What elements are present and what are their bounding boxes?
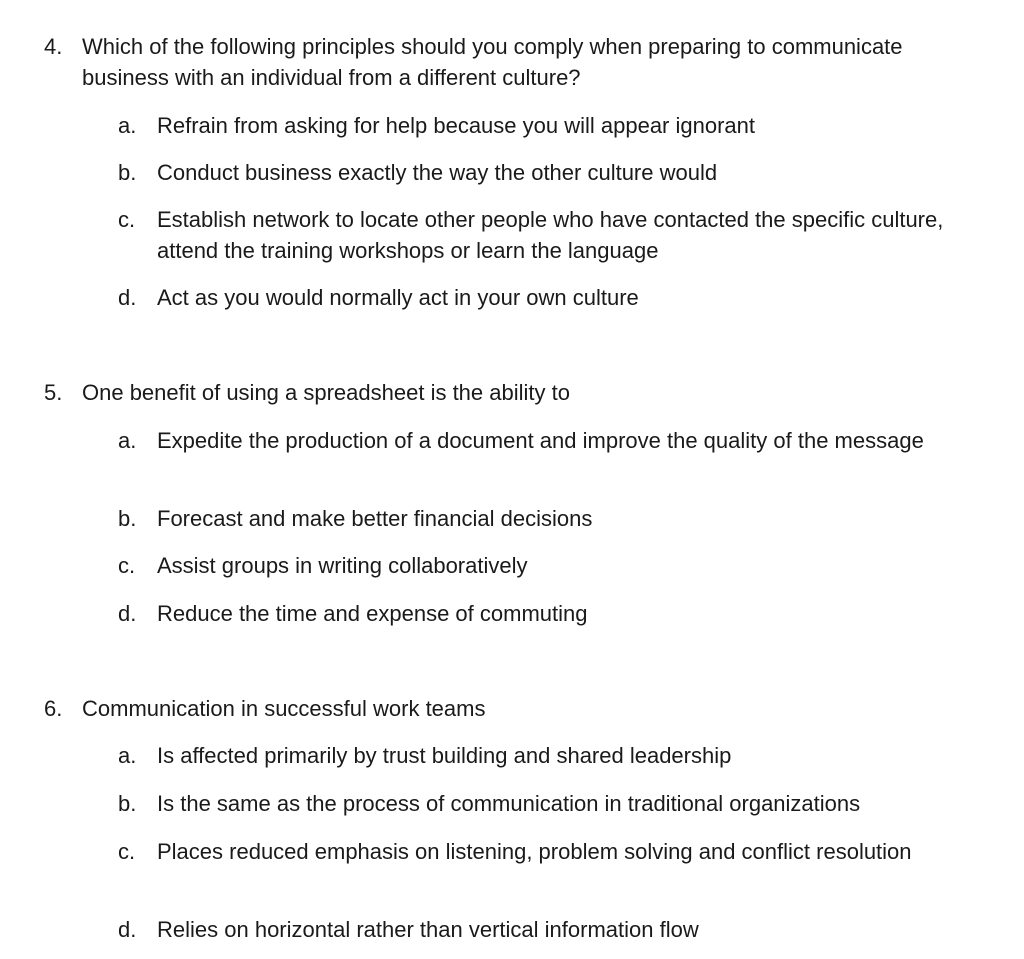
- question-4-option-b: [0, 157, 1024, 188]
- answer-option: [0, 157, 987, 188]
- option-text: Establish network to locate other people who have contacted the specific culture, attend the training workshops or learn the language: [157, 207, 944, 263]
- question-text: One benefit of using a spreadsheet is the ability to: [82, 380, 570, 405]
- question-6-option-c: [0, 836, 1024, 867]
- answer-option: [0, 740, 987, 771]
- option-text: Refrain from asking for help because you will appear ignorant: [157, 113, 755, 138]
- question-5: [0, 377, 1024, 408]
- option-text: Conduct business exactly the way the other culture would: [157, 160, 718, 185]
- option-text: Is affected primarily by trust building and shared leadership: [157, 743, 732, 768]
- answer-option: [0, 503, 987, 534]
- question-number: 4.: [44, 34, 63, 59]
- option-letter: a.: [118, 428, 137, 453]
- question-5-option-a: [0, 425, 1024, 456]
- option-text: Places reduced emphasis on listening, problem solving and conflict resolution: [157, 839, 912, 864]
- answer-option: [0, 788, 987, 819]
- answer-option: [0, 598, 987, 629]
- option-letter: c.: [118, 839, 136, 864]
- option-text: Relies on horizontal rather than vertical information flow: [157, 917, 699, 942]
- answer-option: [0, 914, 987, 945]
- option-letter: c.: [118, 207, 136, 232]
- question-stem: [0, 31, 962, 93]
- option-text: Forecast and make better financial decisions: [157, 506, 593, 531]
- answer-option: [0, 425, 987, 456]
- question-5-option-c: [0, 550, 1024, 581]
- answer-option: [0, 282, 987, 313]
- question-6: [0, 693, 1024, 724]
- option-letter: a.: [118, 113, 137, 138]
- option-letter: a.: [118, 743, 137, 768]
- answer-option: [0, 550, 987, 581]
- question-4-option-c: [0, 204, 1024, 266]
- question-6-option-b: [0, 788, 1024, 819]
- question-4: [0, 31, 1024, 93]
- question-text: Which of the following principles should you comply when preparing to communicate business with an individual from a different culture?: [82, 34, 903, 90]
- option-letter: d.: [118, 601, 137, 626]
- question-4-option-a: [0, 110, 1024, 141]
- question-6-option-d: [0, 914, 1024, 945]
- option-text: Assist groups in writing collaboratively: [157, 553, 528, 578]
- question-5-option-b: [0, 503, 1024, 534]
- question-stem: [0, 693, 962, 724]
- option-letter: c.: [118, 553, 136, 578]
- option-text: Reduce the time and expense of commuting: [157, 601, 588, 626]
- answer-option: [0, 836, 987, 867]
- option-letter: b.: [118, 791, 137, 816]
- question-4-option-d: [0, 282, 1024, 313]
- question-number: 6.: [44, 696, 63, 721]
- question-stem: [0, 377, 962, 408]
- answer-option: [0, 204, 987, 266]
- option-letter: b.: [118, 160, 137, 185]
- question-number: 5.: [44, 380, 63, 405]
- option-letter: d.: [118, 917, 137, 942]
- question-text: Communication in successful work teams: [82, 696, 486, 721]
- option-letter: b.: [118, 506, 137, 531]
- answer-option: [0, 110, 987, 141]
- question-6-option-a: [0, 740, 1024, 771]
- option-text: Is the same as the process of communication in traditional organizations: [157, 791, 861, 816]
- option-letter: d.: [118, 285, 137, 310]
- option-text: Act as you would normally act in your own culture: [157, 285, 639, 310]
- option-text: Expedite the production of a document and improve the quality of the message: [157, 428, 924, 453]
- question-5-option-d: [0, 598, 1024, 629]
